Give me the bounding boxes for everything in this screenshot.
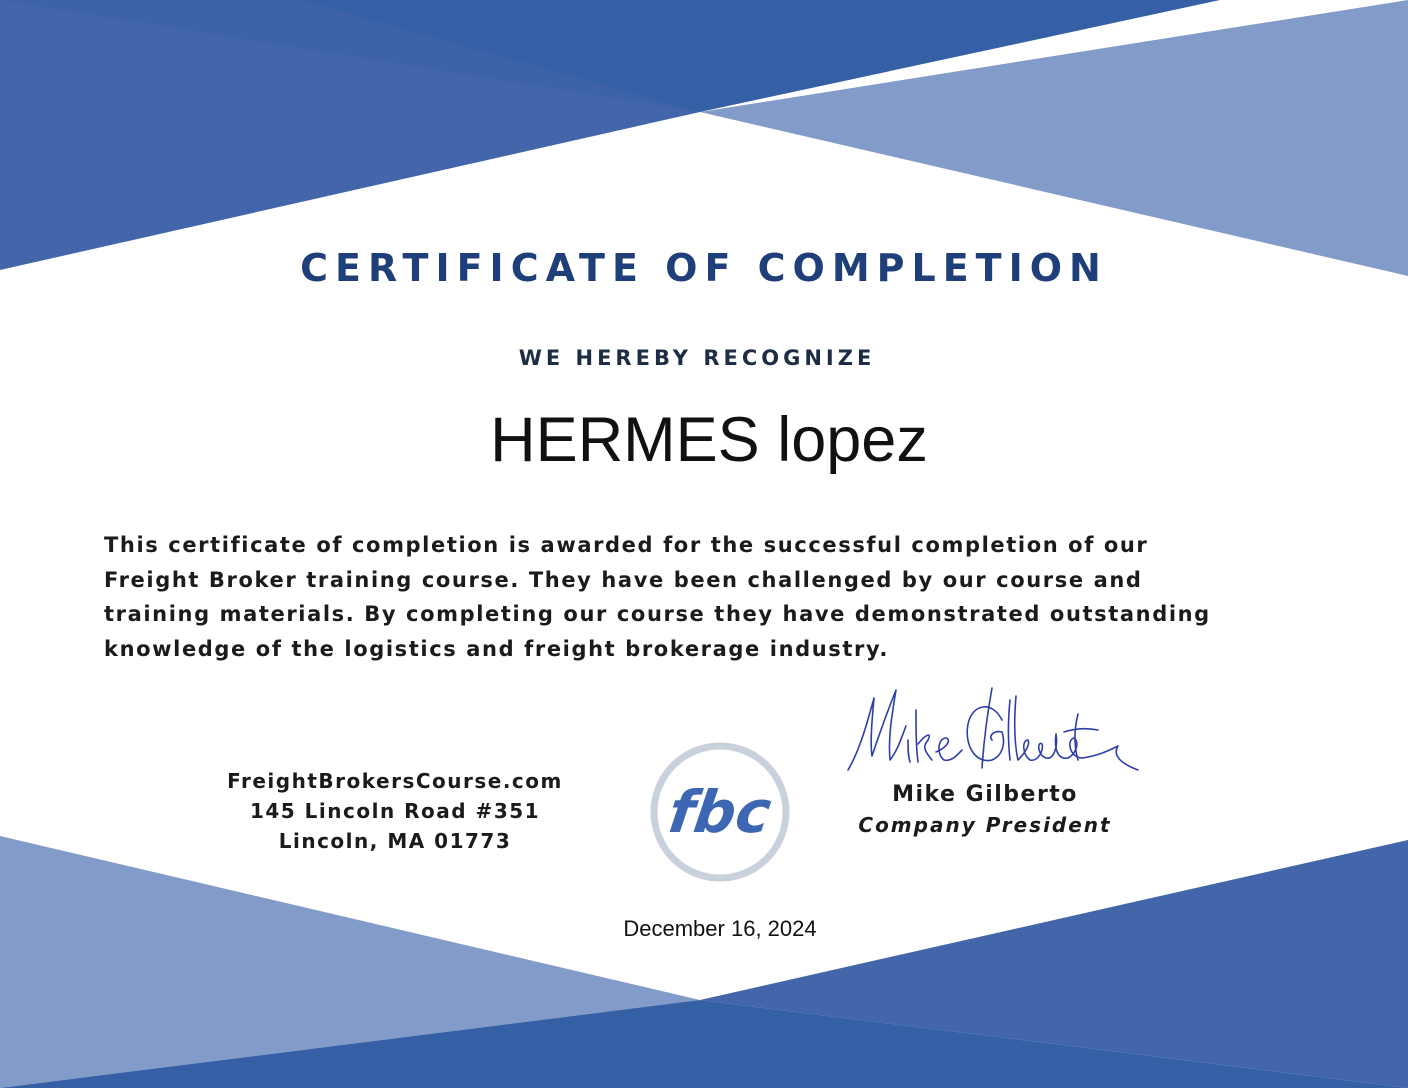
- certificate-date: December 16, 2024: [623, 916, 817, 941]
- address-line-1: 145 Lincoln Road #351: [249, 799, 541, 823]
- body-line: This certificate of completion is awarded for the successful completion of our: [104, 533, 1149, 557]
- address-line-2: Lincoln, MA 01773: [278, 829, 512, 853]
- recipient-name: HERMES lopez: [490, 405, 928, 475]
- logo-text: fbc: [664, 778, 776, 846]
- fbc-logo: [648, 740, 792, 884]
- certificate-subtitle: WE HEREBY RECOGNIZE: [518, 346, 876, 370]
- body-line: knowledge of the logistics and freight brokerage industry.: [104, 636, 889, 661]
- company-website: FreightBrokersCourse.com: [227, 769, 563, 793]
- signer-name: Mike Gilberto: [892, 782, 1078, 807]
- signature-image: [842, 680, 1147, 780]
- body-line: training materials. By completing our course they have demonstrated outstanding: [104, 602, 1211, 626]
- body-line: Freight Broker training course. They have been challenged by our course and: [104, 567, 1143, 592]
- certificate-title: CERTIFICATE OF COMPLETION: [300, 246, 1108, 290]
- certificate-body: [104, 528, 1324, 666]
- signer-title: Company President: [858, 813, 1112, 837]
- company-address: [170, 766, 620, 856]
